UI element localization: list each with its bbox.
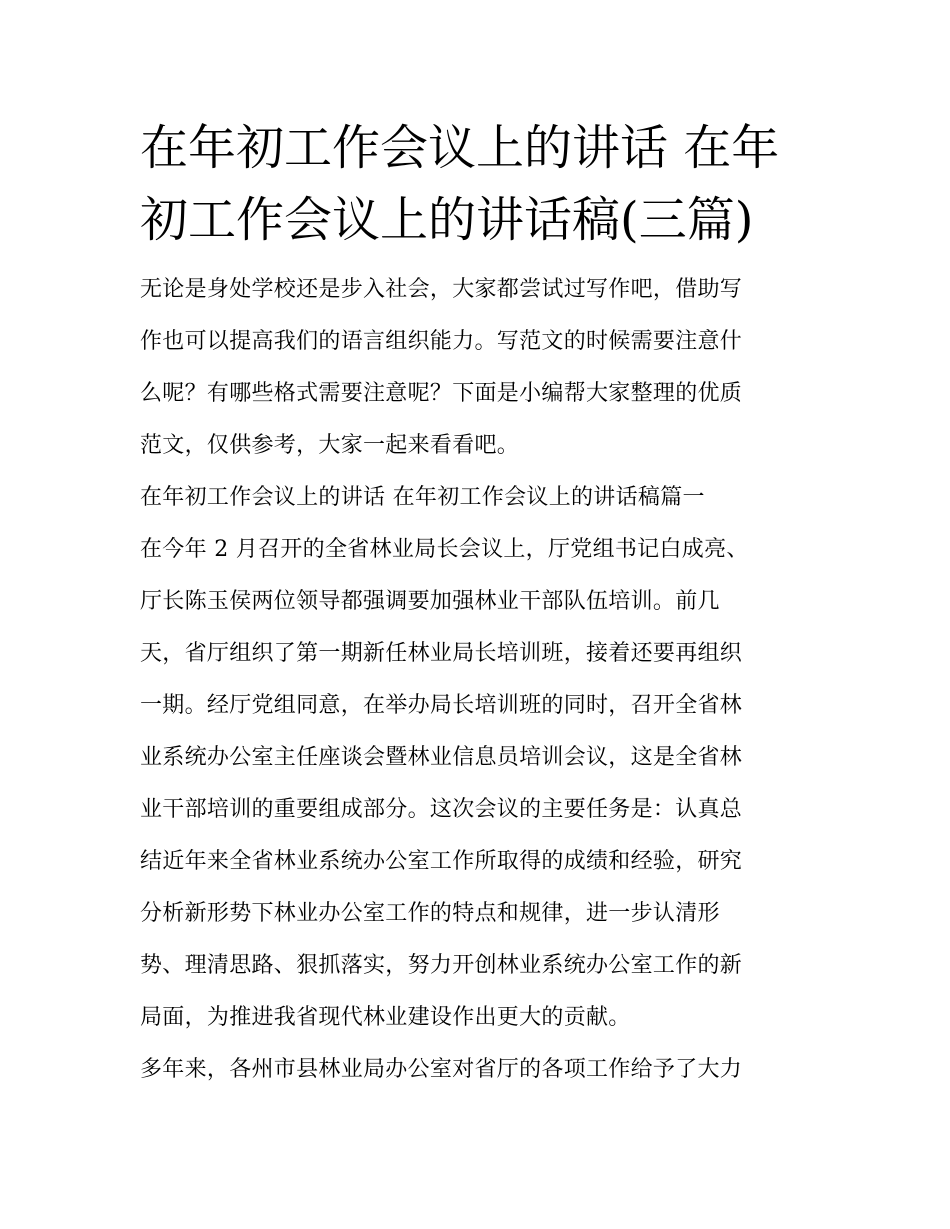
section-heading bbox=[140, 472, 812, 524]
text-line: 分析新形势下林业办公室工作的特点和规律，进一步认清形 bbox=[140, 901, 720, 926]
text-line: 作也可以提高我们的语言组织能力。写范文的时候需要注意什 bbox=[140, 329, 743, 354]
body-paragraph bbox=[140, 524, 812, 1044]
text-line: 么呢？有哪些格式需要注意呢？下面是小编帮大家整理的优质 bbox=[140, 381, 743, 406]
document-page bbox=[140, 112, 812, 1096]
text-line: 业系统办公室主任座谈会暨林业信息员培训会议，这是全省林 bbox=[140, 745, 743, 770]
title-line: 在年初工作会议上的讲话 在年 bbox=[140, 120, 780, 176]
text-line: 业干部培训的重要组成部分。这次会议的主要任务是：认真总 bbox=[140, 797, 743, 822]
text-line: 在年初工作会议上的讲话 在年初工作会议上的讲话稿篇一 bbox=[140, 485, 705, 510]
text-line: 一期。经厅党组同意，在举办局长培训班的同时，召开全省林 bbox=[140, 693, 743, 718]
document-title bbox=[140, 112, 812, 256]
body-paragraph bbox=[140, 1044, 812, 1096]
text-line: 局面，为推进我省现代林业建设作出更大的贡献。 bbox=[140, 1005, 631, 1030]
text-line: 厅长陈玉侯两位领导都强调要加强林业干部队伍培训。前几 bbox=[140, 589, 720, 614]
title-line: 初工作会议上的讲话稿(三篇) bbox=[140, 192, 754, 248]
intro-paragraph bbox=[140, 264, 812, 472]
text-line: 势、理清思路、狠抓落实，努力开创林业系统办公室工作的新 bbox=[140, 953, 743, 978]
text-line: 无论是身处学校还是步入社会，大家都尝试过写作吧，借助写 bbox=[140, 277, 743, 302]
text-line: 范文，仅供参考，大家一起来看看吧。 bbox=[140, 433, 520, 458]
text-line: 在今年 2 月召开的全省林业局长会议上，厅党组书记白成亮、 bbox=[140, 537, 749, 562]
text-line: 多年来，各州市县林业局办公室对省厅的各项工作给予了大力 bbox=[140, 1057, 743, 1082]
text-line: 天，省厅组织了第一期新任林业局长培训班，接着还要再组织 bbox=[140, 641, 743, 666]
text-line: 结近年来全省林业系统办公室工作所取得的成绩和经验，研究 bbox=[140, 849, 743, 874]
